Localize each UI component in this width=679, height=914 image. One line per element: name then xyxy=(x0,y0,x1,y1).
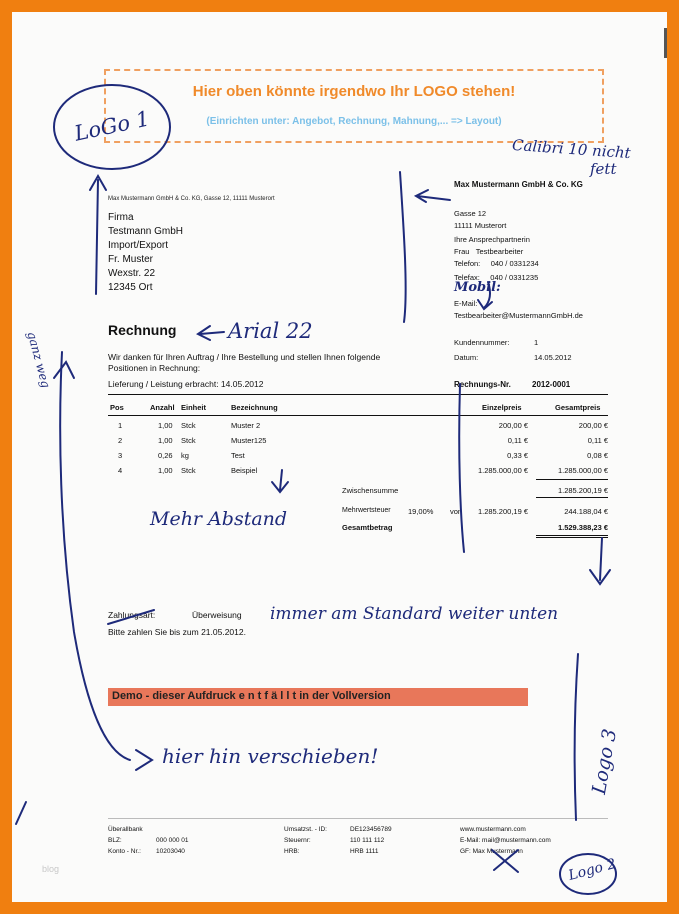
email-label: E-Mail: xyxy=(454,299,478,308)
header-total: Gesamtpreis xyxy=(555,403,601,412)
row-pos: 2 xyxy=(118,436,123,445)
subtotal-value: 1.285.200,19 € xyxy=(557,486,608,495)
phone-label: Telefon: xyxy=(454,259,481,268)
fax-number: 040 / 0331235 xyxy=(490,273,539,282)
header-qty: Anzahl xyxy=(150,403,175,412)
row-qty: 1,00 xyxy=(158,436,173,445)
vat-id-label: Umsatzst. - ID: xyxy=(284,826,327,833)
handwriting-logo3: Logo 3 xyxy=(588,727,622,796)
handwriting-fett: fett xyxy=(590,160,617,178)
handwriting-side-left: ganz weg xyxy=(24,330,53,390)
payment-method: Überweisung xyxy=(192,610,242,620)
row-total: 0,11 € xyxy=(587,436,608,445)
company-name: Max Mustermann GmbH & Co. KG xyxy=(454,180,583,189)
hrb-value: HRB 1111 xyxy=(350,848,379,855)
watermark: blog xyxy=(42,864,60,874)
row-unit: kg xyxy=(181,451,189,460)
recipient-address xyxy=(108,211,183,295)
row-pos: 1 xyxy=(118,421,123,430)
footer-contact xyxy=(460,824,551,857)
subtotal-rule xyxy=(536,479,608,480)
row-description: Muster 2 xyxy=(231,421,261,430)
footer-tax xyxy=(284,824,392,857)
contact-name: Testbearbeiter xyxy=(475,247,524,256)
date-label: Datum: xyxy=(454,353,479,362)
row-unit: Stck xyxy=(181,436,196,445)
payment-note: Bitte zahlen Sie bis zum 21.05.2012. xyxy=(108,627,246,637)
row-unit: Stck xyxy=(181,421,196,430)
contact-block xyxy=(454,234,539,284)
invoice-number-label: Rechnungs-Nr. xyxy=(454,380,511,389)
handwriting-mobil: Mobil: xyxy=(454,280,501,295)
phone-number: 040 / 0331234 xyxy=(490,259,539,268)
row-description: Test xyxy=(231,451,245,460)
vertical-bracket-line xyxy=(400,172,406,322)
row-unit-price: 1.285.000,00 € xyxy=(477,466,528,475)
table-header-rule xyxy=(108,415,608,416)
row-qty: 1,00 xyxy=(158,421,173,430)
footer-ceo: GF: Max Mustermann xyxy=(460,848,523,855)
footer-email[interactable]: E-Mail: mail@mustermann.com xyxy=(460,837,551,844)
contact-salutation: Frau xyxy=(454,247,470,256)
fax-label: Telefax: xyxy=(454,273,480,282)
logo3-bracket xyxy=(575,654,578,820)
invoice-number: 2012-0001 xyxy=(532,380,571,389)
arrow-down-right xyxy=(590,538,610,584)
hrb-label: HRB: xyxy=(284,848,300,855)
subtotal-label: Zwischensumme xyxy=(342,486,399,495)
row-unit-price: 200,00 € xyxy=(498,421,528,430)
blz-value: 000 000 01 xyxy=(156,837,189,844)
bank-name: Überallbank xyxy=(108,826,143,833)
arrow-up-logo xyxy=(90,176,106,294)
header-unit-price: Einzelpreis xyxy=(482,403,522,412)
left-pen-stroke xyxy=(16,802,26,824)
recipient-line: Fr. Muster xyxy=(108,254,154,265)
row-pos: 3 xyxy=(118,451,123,460)
row-unit: Stck xyxy=(181,466,196,475)
payment-method-label: Zahlungsart: xyxy=(108,610,156,620)
row-unit-price: 0,33 € xyxy=(507,451,528,460)
company-city: 11111 Musterort xyxy=(454,221,507,230)
vat-amount: 244.188,04 € xyxy=(564,507,608,516)
vat-label: Mehrwertsteuer xyxy=(342,507,391,514)
row-unit-price: 0,11 € xyxy=(507,436,528,445)
handwriting-mehr-abstand: Mehr Abstand xyxy=(150,508,288,530)
total-rule-2 xyxy=(536,537,608,538)
invoice-date: 14.05.2012 xyxy=(534,353,572,362)
account-label: Konto - Nr.: xyxy=(108,848,141,855)
vat-base: 1.285.200,19 € xyxy=(477,507,528,516)
row-qty: 1,00 xyxy=(158,466,173,475)
vat-rate: 19,00% xyxy=(408,507,434,516)
account-value: 10203040 xyxy=(156,848,185,855)
contact-label: Ihre Ansprechpartnerin xyxy=(454,235,530,244)
total-label: Gesamtbetrag xyxy=(342,523,393,532)
table-top-rule xyxy=(108,394,608,395)
logo-placeholder-title: Hier oben könnte irgendwo Ihr LOGO stehen! xyxy=(192,83,516,100)
subtotal-bottom-rule xyxy=(536,497,608,498)
blz-label: BLZ: xyxy=(108,837,122,844)
handwriting-immer: immer am Standard weiter unten xyxy=(270,604,559,624)
recipient-line: 12345 Ort xyxy=(108,282,153,293)
arrow-to-hier xyxy=(136,750,152,770)
handwriting-calibri: Calibri 10 nicht xyxy=(511,135,632,163)
invoice-intro xyxy=(108,352,380,374)
row-total: 1.285.000,00 € xyxy=(557,466,608,475)
handwriting-arial: Arial 22 xyxy=(228,319,313,343)
delivery-line: Lieferung / Leistung erbracht: 14.05.2012 xyxy=(108,379,264,389)
total-rule-1 xyxy=(536,535,608,536)
vat-id-value: DE123456789 xyxy=(350,826,392,833)
email-address: Testbearbeiter@MustermannGmbH.de xyxy=(454,311,583,320)
company-address xyxy=(454,208,506,232)
arrow-down-gap xyxy=(272,470,288,492)
row-description: Muster125 xyxy=(231,436,267,445)
intro-line-1: Wir danken für Ihren Auftrag / Ihre Bestellung und stellen Ihnen folgende xyxy=(108,352,381,362)
scan-edge-mark xyxy=(664,28,667,58)
row-qty: 0,26 xyxy=(158,451,173,460)
demo-banner xyxy=(108,688,528,706)
row-pos: 4 xyxy=(118,466,123,475)
invoice-title: Rechnung xyxy=(108,322,177,338)
footer-bank xyxy=(108,824,189,857)
handwriting-logo1: LoGo 1 xyxy=(72,106,152,146)
vat-of: von xyxy=(450,507,463,516)
invoice-page xyxy=(12,12,667,902)
logo-placeholder-subtitle: (Einrichten unter: Angebot, Rechnung, Mahnung,... => Layout) xyxy=(206,116,502,127)
customer-number-label: Kundennummer: xyxy=(454,338,510,347)
footer-website[interactable]: www.mustermann.com xyxy=(460,826,526,833)
intro-line-2: Positionen in Rechnung: xyxy=(108,363,201,373)
handwriting-hier-hin: hier hin verschieben! xyxy=(162,744,379,768)
tax-no-label: Steuernr: xyxy=(284,837,311,844)
recipient-line: Import/Export xyxy=(108,240,169,251)
total-value: 1.529.388,23 € xyxy=(557,523,608,532)
footer-rule xyxy=(108,818,608,819)
demo-banner-text: Demo - dieser Aufdruck e n t f ä l l t in der Vollversion xyxy=(112,690,391,702)
header-description: Bezeichnung xyxy=(231,403,278,412)
recipient-line: Wexstr. 22 xyxy=(108,268,156,279)
arrow-to-title xyxy=(198,326,224,340)
arrow-to-company xyxy=(416,190,450,202)
left-arrow-up xyxy=(54,362,74,378)
row-total: 200,00 € xyxy=(578,421,608,430)
recipient-line: Testmann GmbH xyxy=(108,226,184,237)
header-pos: Pos xyxy=(110,403,124,412)
logo-placeholder xyxy=(104,69,604,143)
tax-no-value: 110 111 112 xyxy=(350,837,385,844)
row-total: 0,08 € xyxy=(587,451,608,460)
recipient-line: Firma xyxy=(108,212,134,223)
row-description: Beispiel xyxy=(231,466,258,475)
handwriting-logo2: Logo 2 xyxy=(566,855,618,885)
header-unit: Einheit xyxy=(181,403,207,412)
sender-line: Max Mustermann GmbH & Co. KG, Gasse 12, 11111 Musterort xyxy=(108,196,275,202)
customer-number: 1 xyxy=(534,338,539,347)
company-street: Gasse 12 xyxy=(454,209,487,218)
